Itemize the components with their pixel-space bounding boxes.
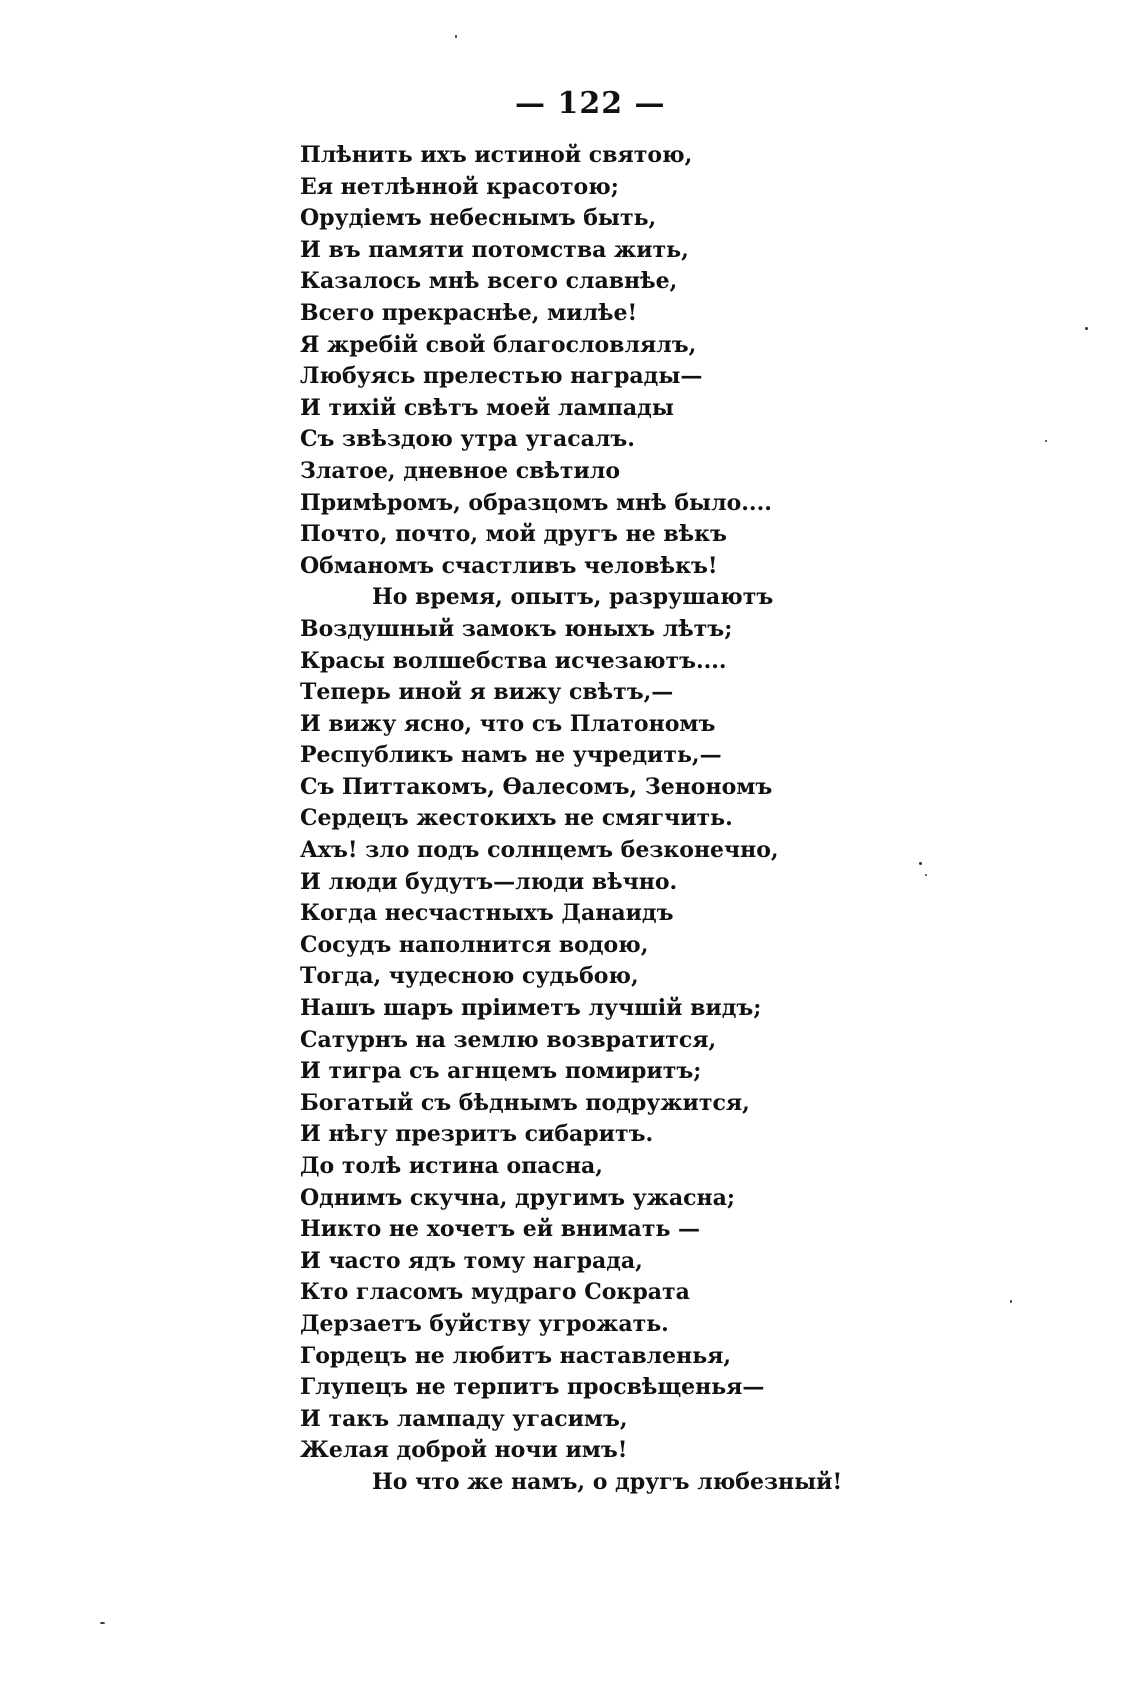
poem-line: Плѣнить ихъ истиной святою,	[300, 142, 693, 168]
poem-line: Почто, почто, мой другъ не вѣкъ	[300, 521, 727, 548]
scan-speck	[1085, 327, 1088, 330]
poem-line: Однимъ скучна, другимъ ужасна;	[300, 1184, 736, 1211]
poem-line: Златое, дневное свѣтило	[300, 457, 621, 484]
poem-line: Орудіемъ небеснымъ быть,	[300, 205, 657, 232]
poem-line: Но что же намъ, о другъ любезный!	[372, 1468, 843, 1495]
poem-line: Съ Питтакомъ, Өалесомъ, Зенономъ	[300, 773, 773, 800]
poem-line: Никто не хочетъ ей внимать —	[300, 1216, 701, 1243]
poem-line: И часто ядъ тому награда,	[300, 1247, 643, 1274]
poem-line: Богатый съ бѣднымъ подружится,	[300, 1089, 750, 1116]
scan-speck	[925, 874, 927, 876]
poem-line: И нѣгу презритъ сибаритъ.	[300, 1121, 654, 1148]
poem-line: Любуясь прелестью награды—	[300, 363, 703, 390]
poem-line: Дерзаетъ буйству угрожать.	[300, 1310, 669, 1337]
scan-speck	[100, 1622, 105, 1624]
poem-line: Когда несчастныхъ Данаидъ	[300, 900, 674, 927]
page-number: — 122 —	[515, 86, 666, 121]
poem-line: Нашъ шаръ пріиметъ лучшій видъ;	[300, 995, 762, 1022]
poem-text	[300, 140, 860, 1499]
poem-line: Глупецъ не терпитъ просвѣщенья—	[300, 1374, 765, 1401]
poem-line: Сердецъ жестокихъ не смягчить.	[300, 805, 733, 832]
poem-line: И люди будутъ—люди вѣчно.	[300, 868, 678, 895]
scan-speck	[919, 862, 922, 865]
poem-line: И такъ лампаду угасимъ,	[300, 1405, 628, 1432]
poem-line: Примѣромъ, образцомъ мнѣ было....	[300, 489, 772, 516]
scan-speck	[1010, 1300, 1012, 1303]
poem-line: Ахъ! зло подъ солнцемъ безконечно,	[300, 837, 779, 864]
poem-line: Тогда, чудесною судьбою,	[300, 963, 639, 990]
poem-line: Сатурнъ на землю возвратится,	[300, 1026, 717, 1053]
poem-line: Красы волшебства исчезаютъ....	[300, 647, 727, 674]
poem-line: Всего прекраснѣе, милѣе!	[300, 299, 638, 326]
poem-line: Ея нетлѣнной красотою;	[300, 173, 619, 200]
poem-line: Теперь иной я вижу свѣтъ,—	[300, 679, 674, 706]
poem-line: И въ памяти потомства жить,	[300, 236, 689, 263]
poem-line: И тихій свѣтъ моей лампады	[300, 394, 674, 421]
scan-speck	[1045, 440, 1047, 442]
poem-line: Кто гласомъ мудраго Сократа	[300, 1279, 690, 1306]
poem-line: До толѣ истина опасна,	[300, 1153, 603, 1179]
poem-line: Сосудъ наполнится водою,	[300, 931, 649, 958]
poem-line: И вижу ясно, что съ Платономъ	[300, 710, 716, 737]
poem-line: Но время, опытъ, разрушаютъ	[372, 584, 774, 611]
poem-line: Желая доброй ночи имъ!	[300, 1437, 628, 1464]
poem-line: И тигра съ агнцемъ помиритъ;	[300, 1058, 702, 1085]
scan-speck	[455, 35, 457, 38]
poem-line: Республикъ намъ не учредить,—	[300, 742, 722, 769]
poem-line: Воздушный замокъ юныхъ лѣтъ;	[300, 615, 733, 642]
poem-line: Казалось мнѣ всего славнѣе,	[300, 268, 678, 295]
poem-line: Гордецъ не любитъ наставленья,	[300, 1342, 732, 1369]
poem-line: Я жребій свой благословлялъ,	[300, 331, 697, 358]
poem-line: Обманомъ счастливъ человѣкъ!	[300, 552, 718, 579]
poem-line: Съ звѣздою утра угасалъ.	[300, 426, 635, 453]
